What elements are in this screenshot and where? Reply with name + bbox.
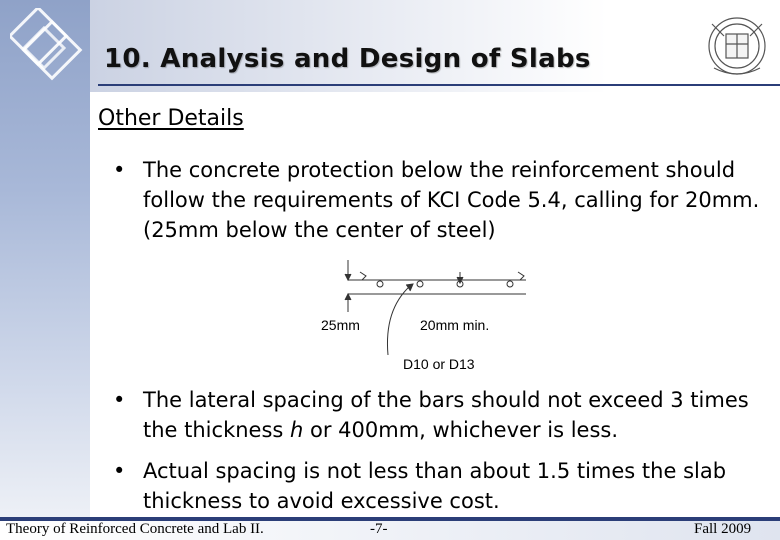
bullet-line: Actual spacing is not less than about 1.5 times the slab xyxy=(143,459,727,483)
leader-curve xyxy=(387,286,410,355)
bullet-line xyxy=(143,415,763,445)
rebar-circle xyxy=(417,281,423,287)
bullet-line: (25mm below the center of steel) xyxy=(143,218,496,242)
bullet-symbol: • xyxy=(113,459,126,483)
university-emblem-icon xyxy=(702,10,772,80)
bullet-line: follow the requirements of KCI Code 5.4, calling for 20mm. xyxy=(143,188,760,212)
bullet-line-part: the thickness xyxy=(143,418,291,442)
bullet-line: The lateral spacing of the bars should not exceed 3 times xyxy=(143,388,749,412)
bullet-line: The concrete protection below the reinforcement should xyxy=(143,158,736,182)
bullet-symbol: • xyxy=(113,388,126,412)
footer-course-title: Theory of Reinforced Concrete and Lab II. xyxy=(6,521,264,537)
break-lines xyxy=(360,272,524,280)
min-cover-label: 20mm min. xyxy=(420,317,490,333)
thickness-variable: h xyxy=(290,418,304,442)
university-logo-icon xyxy=(10,8,84,82)
footer-page-number: -7- xyxy=(370,521,388,537)
bar-size-label: D10 or D13 xyxy=(403,356,475,372)
title-divider xyxy=(98,84,780,86)
rebar-circle xyxy=(377,281,383,287)
bullet-lateral-spacing xyxy=(113,385,773,447)
bullet-line-part: or 400mm, whichever is less. xyxy=(303,418,619,442)
bullet-text xyxy=(143,385,763,445)
bullet-concrete-protection xyxy=(113,155,773,247)
bullet-text xyxy=(143,456,763,516)
footer-term: Fall 2009 xyxy=(694,521,752,537)
bullet-symbol: • xyxy=(113,158,126,182)
bullet-actual-spacing xyxy=(113,456,773,518)
rebar-circle xyxy=(507,281,513,287)
page-title: 10. Analysis and Design of Slabs xyxy=(104,44,591,74)
bullet-line: thickness to avoid excessive cost. xyxy=(143,489,500,513)
cover-dimension-label: 25mm xyxy=(321,317,360,333)
section-heading: Other Details xyxy=(98,106,244,131)
bullet-text xyxy=(143,155,773,245)
